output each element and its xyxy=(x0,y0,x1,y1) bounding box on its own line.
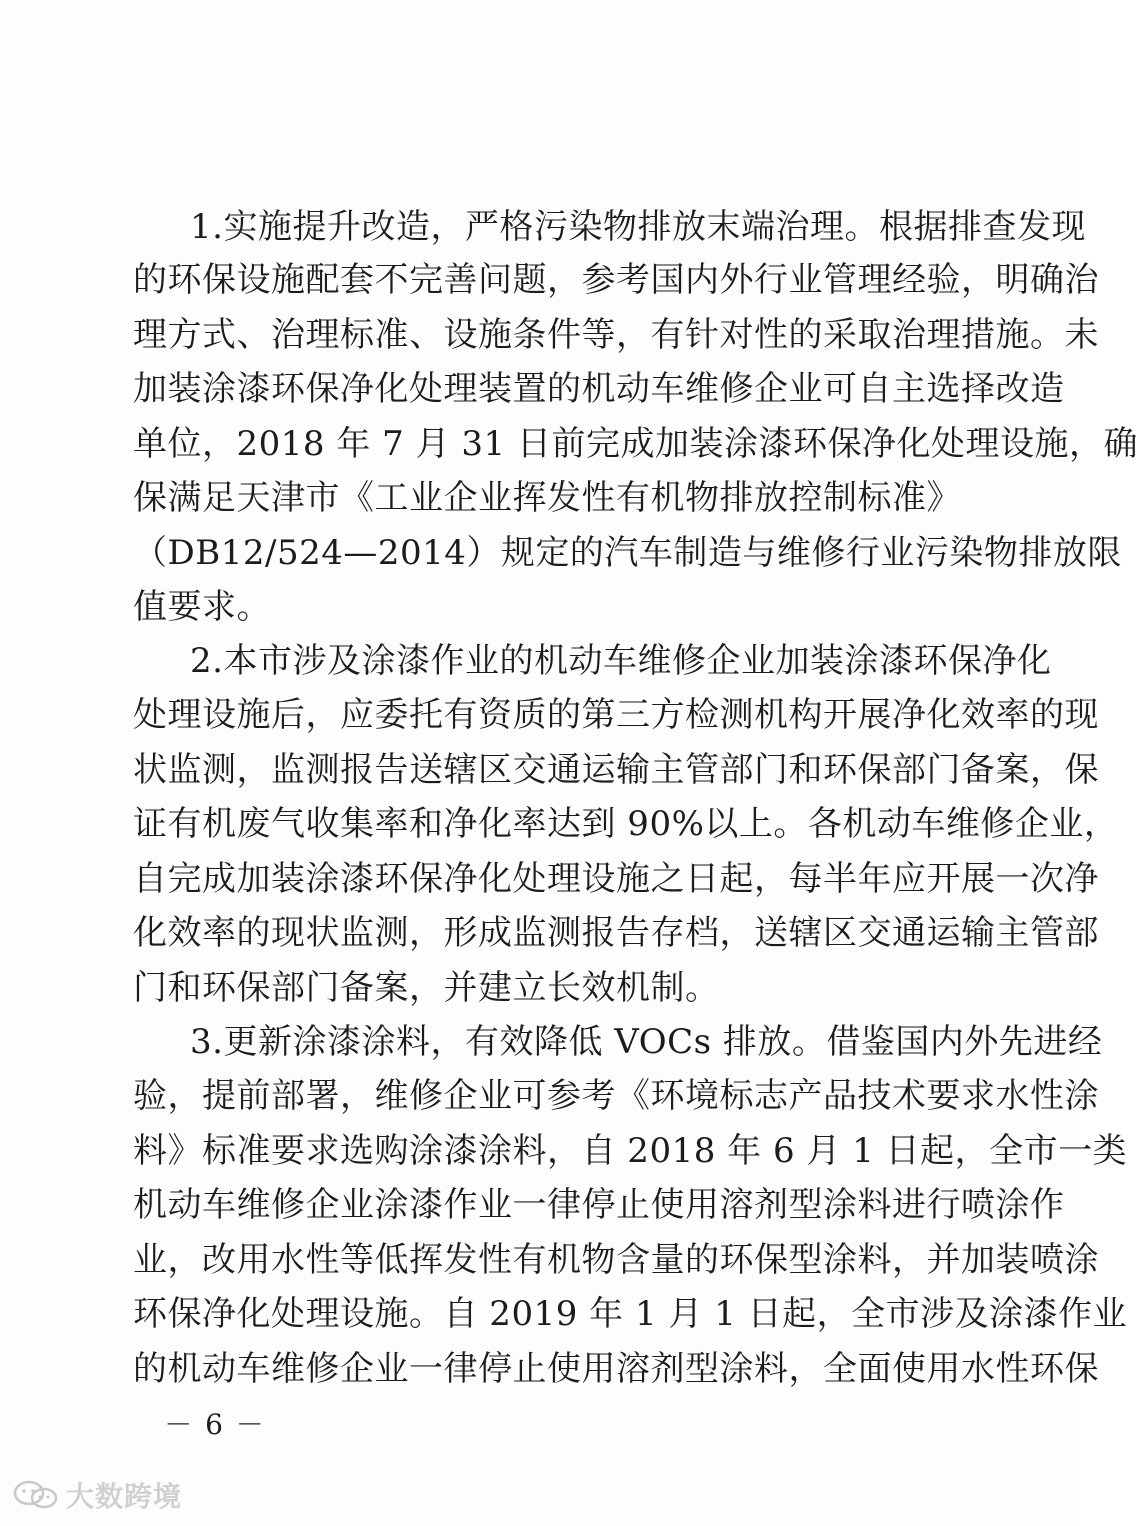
text-line: 值要求。 xyxy=(133,587,271,627)
text-line: 理方式、治理标准、设施条件等，有针对性的采取治理措施。未 xyxy=(133,315,1099,355)
text-line: 单位，2018 年 7 月 31 日前完成加装涂漆环保净化处理设施，确 xyxy=(133,424,1138,464)
text-line: （DB12/524—2014）规定的汽车制造与维修行业污染物排放限 xyxy=(133,533,1122,573)
text-line: 业，改用水性等低挥发性有机物含量的环保型涂料，并加装喷涂 xyxy=(133,1240,1099,1280)
text-line: 的环保设施配套不完善问题，参考国内外行业管理经验，明确治 xyxy=(133,260,1099,300)
text-line: 处理设施后，应委托有资质的第三方检测机构开展净化效率的现 xyxy=(133,695,1099,735)
text-line: 验，提前部署，维修企业可参考《环境标志产品技术要求水性涂 xyxy=(133,1076,1099,1116)
text-line: 加装涂漆环保净化处理装置的机动车维修企业可自主选择改造 xyxy=(133,369,1065,409)
text-line: 的机动车维修企业一律停止使用溶剂型涂料，全面使用水性环保 xyxy=(133,1349,1099,1389)
text-line: 状监测，监测报告送辖区交通运输主管部门和环保部门备案，保 xyxy=(133,750,1099,790)
text-line: 2.本市涉及涂漆作业的机动车维修企业加装涂漆环保净化 xyxy=(190,641,1052,681)
text-line: 机动车维修企业涂漆作业一律停止使用溶剂型涂料进行喷涂作 xyxy=(133,1185,1065,1225)
text-line: 1.实施提升改造，严格污染物排放末端治理。根据排查发现 xyxy=(190,207,1086,247)
watermark-text: 大数跨境 xyxy=(66,1480,183,1513)
wechat-logo-icon xyxy=(12,1479,60,1511)
text-line: 化效率的现状监测，形成监测报告存档，送辖区交通运输主管部 xyxy=(133,913,1099,953)
text-line: 证有机废气收集率和净化率达到 90%以上。各机动车维修企业， xyxy=(133,804,1119,844)
text-line: 料》标准要求选购涂漆涂料，自 2018 年 6 月 1 日起，全市一类 xyxy=(133,1131,1128,1171)
text-line: 自完成加装涂漆环保净化处理设施之日起，每半年应开展一次净 xyxy=(133,859,1099,899)
page-number: － 6 － xyxy=(164,1408,266,1441)
watermark xyxy=(12,1475,182,1515)
text-line: 环保净化处理设施。自 2019 年 1 月 1 日起，全市涉及涂漆作业 xyxy=(133,1294,1128,1334)
text-line: 保满足天津市《工业企业挥发性有机物排放控制标准》 xyxy=(133,478,961,518)
text-line: 门和环保部门备案，并建立长效机制。 xyxy=(133,968,720,1008)
text-line: 3.更新涂漆涂料，有效降低 VOCs 排放。借鉴国内外先进经 xyxy=(190,1022,1103,1062)
